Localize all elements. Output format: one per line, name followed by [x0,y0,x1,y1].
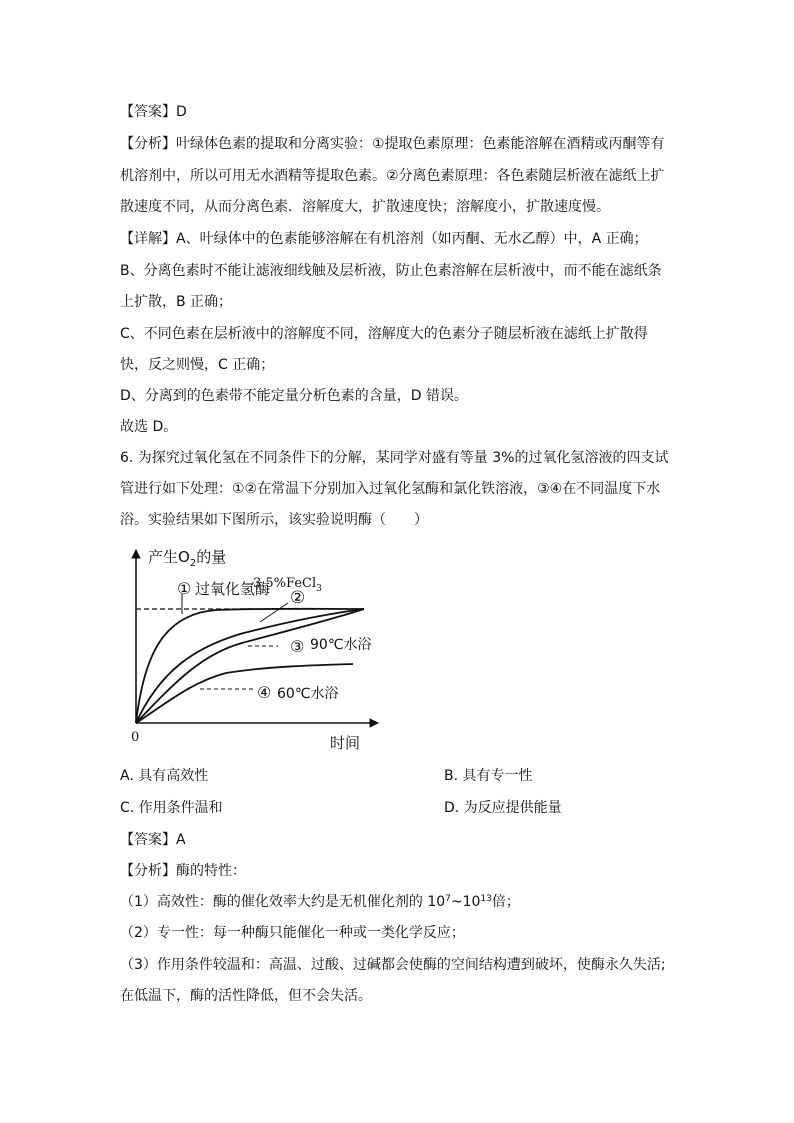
curve-1-label: 过氧化氢酶 [195,580,271,598]
curve-3-number: ③ [290,637,305,656]
detail-line: 【详解】A、叶绿体中的色素能够溶解在有机溶剂（如丙酮、无水乙醇）中，A 正确； [120,231,648,247]
question-line: 管进行如下处理：①②在常温下分别加入过氧化氢酶和氯化铁溶液，③④在不同温度下水 [120,481,661,497]
detail-line: 上扩散，B 正确； [120,294,233,310]
analysis-line: 散速度不同，从而分离色素．溶解度大，扩散速度快；溶解度小，扩散速度慢。 [120,199,610,215]
curve-1-number: ① [177,579,192,598]
detail-line: B、分离色素时不能让滤液细线触及层析液，防止色素溶解在层析液中，而不能在滤纸条 [120,263,662,279]
curve-4-label: 60℃水浴 [277,686,339,702]
point-efficiency: （1）高效性：酶的催化效率大约是无机催化剂的 $10^7\sim 10^{13}$倍； [120,894,520,910]
curve-3-label: 90℃水浴 [310,637,372,653]
curve-2-fecl3 [136,609,364,723]
question-line: 6. 为探究过氧化氢在不同条件下的分解，某同学对盛有等量 3%的过氧化氢溶液的四支试 [120,450,669,466]
analysis-line: 【分析】叶绿体色素的提取和分离实验：①提取色素原理：色素能溶解在酒精或丙酮等有 [120,136,665,152]
curve-2-label: 3.5%FeCl$_3$ [253,576,322,594]
point-mild-conditions: （3）作用条件较温和：高温、过酸、过碱都会使酶的空间结构遭到破坏，使酶永久失活; [120,957,666,973]
point-mild-conditions-cont: 在低温下，酶的活性降低，但不会失活。 [120,988,372,1004]
answer-line: 【答案】D [120,104,187,120]
curve-2-number: ② [290,588,306,608]
curve-1-catalase [136,609,364,723]
question-line: 浴。实验结果如下图所示，该实验说明酶（ ） [120,512,428,528]
origin-label: 0 [131,730,140,745]
detail-line: C、不同色素在层析液中的溶解度不同，溶解度大的色素分子随层析液在滤纸上扩散得 [120,326,648,342]
detail-line: 快，反之则慢，C 正确； [120,357,275,373]
curve-2-leader [260,603,288,622]
curve-4-number: ④ [257,683,272,702]
y-axis-label: 产生$O_2$的量 [148,548,227,569]
point-specificity: （2）专一性：每一种酶只能催化一种或一类化学反应； [120,925,465,941]
option-c: C. 作用条件温和 [120,800,223,816]
analysis-line-2: 【分析】酶的特性： [120,863,246,879]
option-b: B. 具有专一性 [444,768,533,784]
analysis-line: 机溶剂中，所以可用无水酒精等提取色素。②分离色素原理：各色素随层析液在滤纸上扩 [120,168,665,184]
curve-3-90c [136,609,364,723]
x-axis-label: 时间 [330,734,361,752]
option-a: A. 具有高效性 [120,768,209,784]
oxygen-production-figure [120,536,390,758]
answer-line-2: 【答案】A [120,832,186,848]
conclusion-line: 故选 D。 [120,419,178,435]
option-d: D. 为反应提供能量 [444,800,562,816]
detail-line: D、分离到的色素带不能定量分析色素的含量，D 错误。 [120,388,469,404]
